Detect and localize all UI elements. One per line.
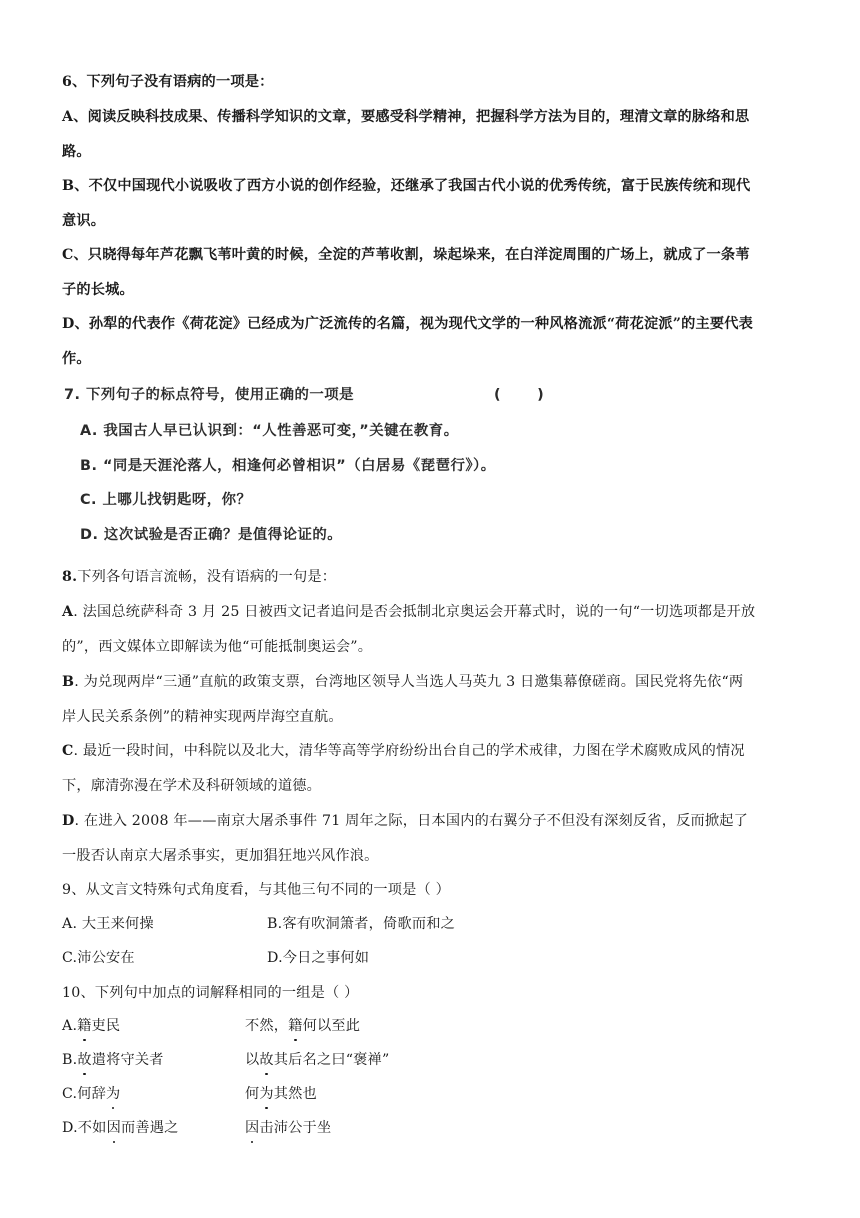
- q7-option-d: D. 这次试验是否正确？是值得论证的。: [80, 527, 343, 543]
- q9-option-b: B.客有吹洞箫者，倚歌而和之: [267, 916, 455, 932]
- q6-option-c-line2: 子的长城。: [62, 282, 134, 298]
- q9-option-a: A. 大王来何操: [62, 916, 154, 932]
- q10-d-left-pre: D.不如: [62, 1120, 107, 1136]
- q9-options-row2: [62, 948, 802, 968]
- q6-option-d-line2: 作。: [62, 351, 91, 367]
- q8-option-b-line2: 岸人民关系条例”的精神实现两岸海空直航。: [62, 709, 343, 725]
- q10-a-left-post: 吏民: [91, 1018, 121, 1034]
- q8-option-b-line1: [62, 672, 802, 692]
- q6-option-c-line1: C、只晓得每年芦花飘飞苇叶黄的时候，全淀的芦苇收割，垛起垛来，在白洋淀周围的广场上，就成了一条苇: [62, 247, 750, 263]
- q7-answer-paren: [494, 385, 544, 405]
- q10-b-right-post: 其后名之曰“褒禅”: [273, 1052, 390, 1068]
- q8-option-a-line2: 的”，西文媒体立即解读为他“可能抵制奥运会”。: [62, 639, 373, 655]
- q10-b-right-pre: 以: [245, 1052, 260, 1068]
- q7-paren-close: ): [537, 387, 545, 403]
- q8-number: 8.: [62, 569, 78, 585]
- q6-option-d-line1: D、孙犁的代表作《荷花淀》已经成为广泛流传的名篇，视为现代文学的一种风格流派“荷花淀派”的主要代表: [62, 316, 754, 332]
- q7-option-b: B. “同是天涯沦落人，相逢何必曾相识”（白居易《琵琶行》）。: [80, 458, 496, 474]
- q10-option-b-right: [245, 1050, 389, 1070]
- q10-b-right-dotted-word: 故: [259, 1052, 274, 1068]
- q8-option-b-label: B: [62, 674, 75, 690]
- q6-option-a-line2: 路。: [62, 144, 91, 160]
- q8-option-a-line1: [62, 602, 802, 622]
- q10-c-right-post: 其然也: [273, 1086, 317, 1102]
- q9-option-c: C.沛公安在: [62, 950, 135, 966]
- q10-b-left-pre: B.: [62, 1052, 78, 1068]
- q6-stem: 6、下列句子没有语病的一项是：: [62, 74, 274, 90]
- q9-options-row1: [62, 914, 802, 934]
- q10-stem: 10、下列句中加点的词解释相同的一组是（ ）: [62, 985, 359, 1001]
- q10-b-left-post: 遣将守关者: [91, 1052, 164, 1068]
- q8-stem-text: 下列各句语言流畅，没有语病的一句是：: [77, 569, 337, 585]
- q7-stem: [64, 385, 804, 405]
- q10-a-left-pre: A.: [62, 1018, 78, 1034]
- q10-c-right-pre: 何: [245, 1086, 260, 1102]
- q10-option-c-left: [62, 1086, 120, 1102]
- q10-d-right-dotted-word: 因: [245, 1120, 260, 1136]
- q9-stem: 9、从文言文特殊句式角度看，与其他三句不同的一项是（ ）: [62, 882, 451, 898]
- q10-c-left-dotted-word: 为: [106, 1086, 121, 1102]
- q8-option-c-label: C: [62, 743, 74, 759]
- q8-option-b-text: . 为兑现两岸“三通”直航的政策支票，台湾地区领导人当选人马英九 3 日邀集幕僚磋商。国民党将先依“两: [74, 674, 744, 690]
- q9-option-d: D.今日之事何如: [267, 950, 370, 966]
- q10-option-c-right: [245, 1084, 317, 1104]
- q6-option-b-line2: 意识。: [62, 213, 106, 229]
- q10-a-left-dotted-word: 籍: [77, 1018, 92, 1034]
- q10-b-left-dotted-word: 故: [77, 1052, 92, 1068]
- q8-option-c-text: . 最近一段时间，中科院以及北大，清华等高等学府纷纷出台自己的学术戒律，力图在学术腐败成风的情况: [73, 743, 745, 759]
- q10-option-a-left: [62, 1018, 120, 1034]
- q10-option-a: [62, 1016, 802, 1036]
- q10-d-left-post: 而善遇之: [120, 1120, 179, 1136]
- q7-option-a: A. 我国古人早已认识到：“人性善恶可变，”关键在教育。: [80, 423, 459, 439]
- q8-option-c-line1: [62, 741, 802, 761]
- q10-option-a-right: [245, 1016, 360, 1036]
- q10-a-right-pre: 不然，: [245, 1018, 289, 1034]
- q8-stem: [62, 567, 802, 587]
- q10-option-d: [62, 1118, 802, 1138]
- q7-option-c: C. 上哪儿找钥匙呀，你？: [80, 492, 252, 508]
- q10-option-d-right: [245, 1118, 331, 1138]
- q8-option-a-label: A: [62, 604, 74, 620]
- q7-stem-text: 7. 下列句子的标点符号，使用正确的一项是: [64, 387, 355, 403]
- q10-d-right-post: 击沛公于坐: [259, 1120, 332, 1136]
- q10-option-b-left: [62, 1052, 164, 1068]
- q10-option-b: [62, 1050, 802, 1070]
- q8-option-a-text: . 法国总统萨科奇 3 月 25 日被西文记者追问是否会抵制北京奥运会开幕式时，说的一句“一切选项都是开放: [73, 604, 756, 620]
- q8-option-c-line2: 下，廓清弥漫在学术及科研领域的道德。: [62, 778, 321, 794]
- q10-c-left-pre: C.何辞: [62, 1086, 107, 1102]
- q10-a-right-dotted-word: 籍: [288, 1018, 303, 1034]
- q6-option-a-line1: A、阅读反映科技成果、传播科学知识的文章，要感受科学精神，把握科学方法为目的，理清文章的脉络和思: [62, 109, 750, 125]
- q10-option-c: [62, 1084, 802, 1104]
- q7-paren-open: (: [494, 387, 502, 403]
- q8-option-d-label: D: [62, 813, 75, 829]
- q8-option-d-line2: 一股否认南京大屠杀事实，更加猖狂地兴风作浪。: [62, 848, 379, 864]
- q10-option-d-left: [62, 1120, 179, 1136]
- q10-a-right-post: 何以至此: [302, 1018, 361, 1034]
- q10-d-left-dotted-word: 因: [106, 1120, 121, 1136]
- q8-option-d-text: . 在进入 2008 年——南京大屠杀事件 71 周年之际，日本国内的右翼分子不但没有深刻反省，反而掀起了: [74, 813, 749, 829]
- q6-option-b-line1: B、不仅中国现代小说吸收了西方小说的创作经验，还继承了我国古代小说的优秀传统，富于民族传统和现代: [62, 178, 751, 194]
- q8-option-d-line1: [62, 811, 802, 831]
- q10-c-right-dotted-word: 为: [259, 1086, 274, 1102]
